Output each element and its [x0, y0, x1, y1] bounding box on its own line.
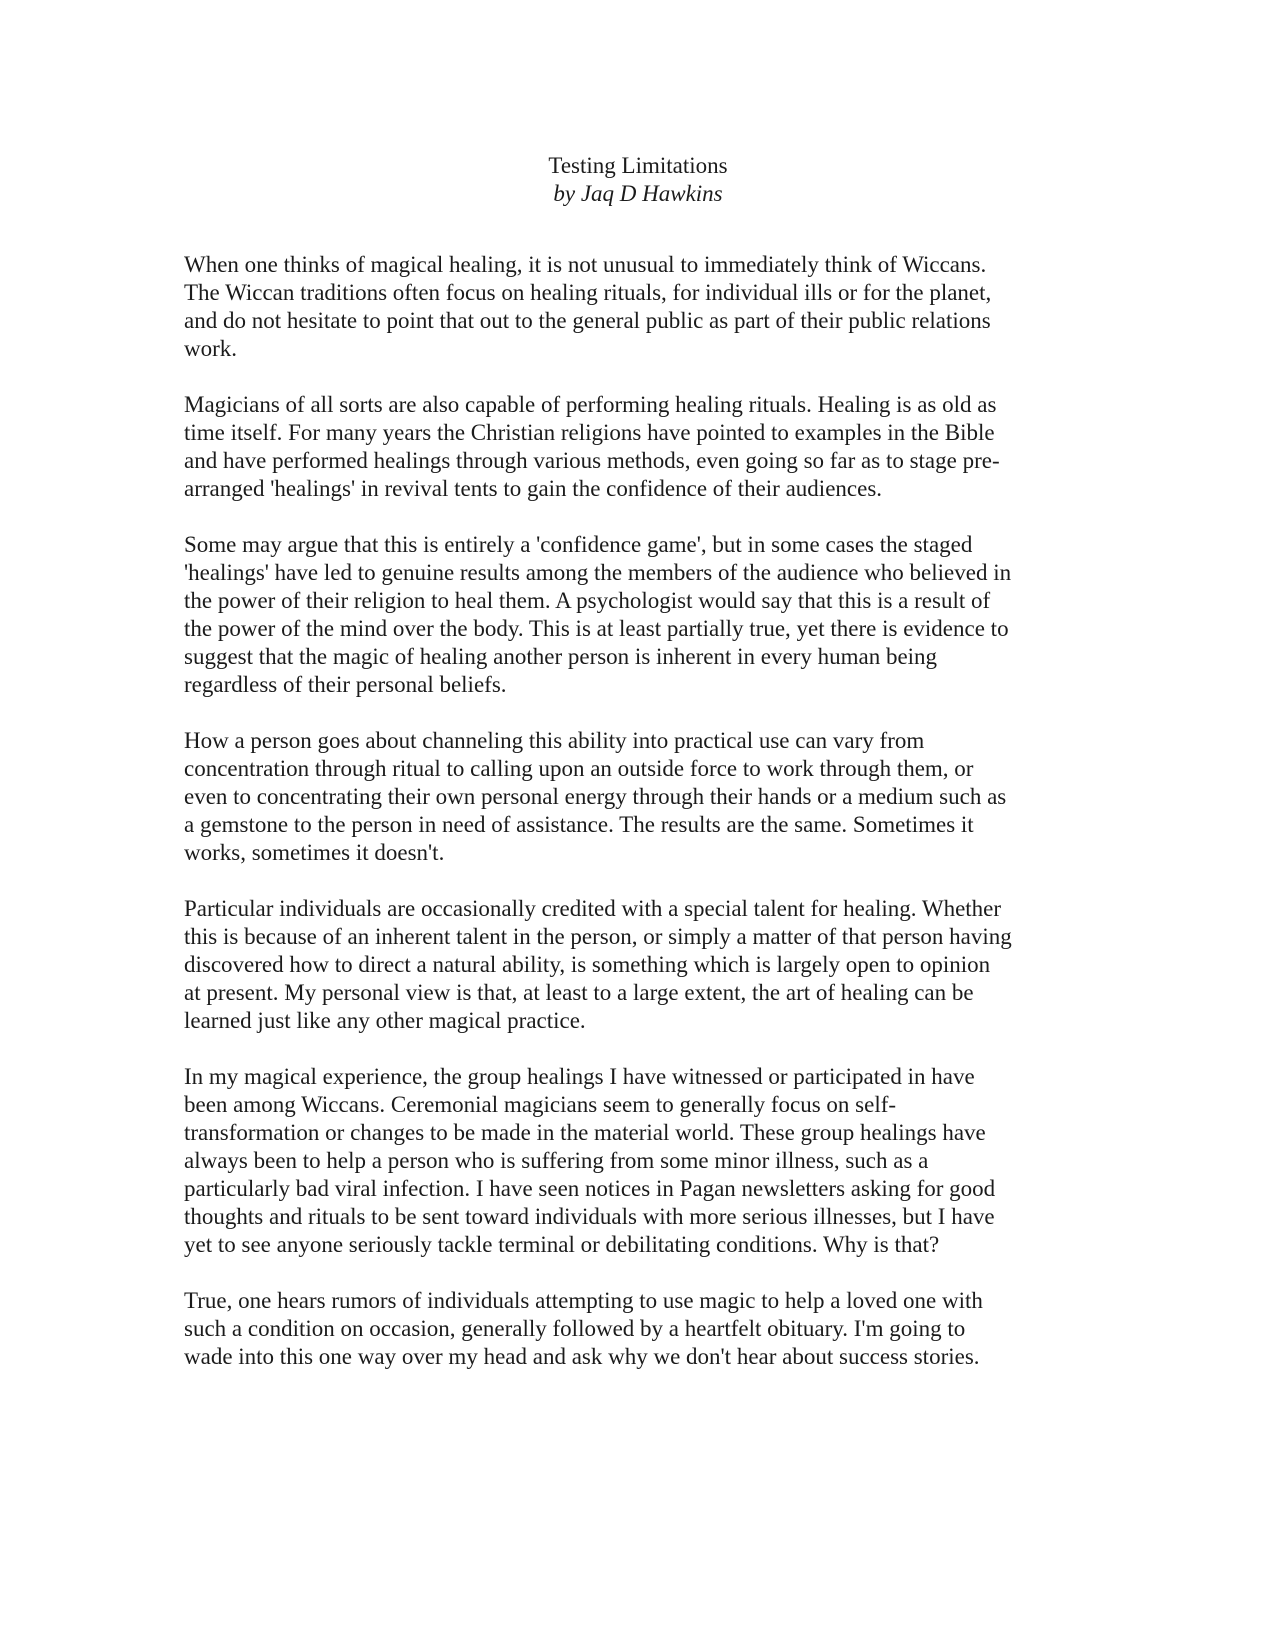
text-line: regardless of their personal beliefs.: [184, 672, 507, 697]
text-line: been among Wiccans. Ceremonial magicians seem to generally focus on self-: [184, 1092, 897, 1117]
text-line: a gemstone to the person in need of assistance. The results are the same. Sometimes it: [184, 812, 974, 837]
text-line: Magicians of all sorts are also capable of performing healing rituals. Healing is as old as: [184, 392, 997, 417]
text-line: always been to help a person who is suffering from some minor illness, such as a: [184, 1148, 929, 1173]
text-line: True, one hears rumors of individuals attempting to use magic to help a loved one with: [184, 1288, 983, 1313]
document-header: [184, 152, 1092, 208]
text-line: When one thinks of magical healing, it is not unusual to immediately think of Wiccans.: [184, 252, 987, 277]
text-line: yet to see anyone seriously tackle terminal or debilitating conditions. Why is that?: [184, 1232, 940, 1257]
paragraph: [184, 727, 1092, 867]
document-body: [184, 251, 1092, 1371]
text-line: 'healings' have led to genuine results among the members of the audience who believed in: [184, 560, 1012, 585]
text-line: at present. My personal view is that, at least to a large extent, the art of healing can be: [184, 980, 974, 1005]
text-line: discovered how to direct a natural ability, is something which is largely open to opinion: [184, 952, 991, 977]
text-line: learned just like any other magical practice.: [184, 1008, 586, 1033]
paragraph: [184, 391, 1092, 503]
text-line: and do not hesitate to point that out to the general public as part of their public relations: [184, 308, 991, 333]
text-line: arranged 'healings' in revival tents to gain the confidence of their audiences.: [184, 476, 883, 501]
text-line: suggest that the magic of healing another person is inherent in every human being: [184, 644, 938, 669]
text-line: works, sometimes it doesn't.: [184, 840, 445, 865]
text-line: Particular individuals are occasionally credited with a special talent for healing. Whether: [184, 896, 1002, 921]
text-line: transformation or changes to be made in the material world. These group healings have: [184, 1120, 986, 1145]
paragraph: [184, 1063, 1092, 1259]
text-line: the power of their religion to heal them. A psychologist would say that this is a result of: [184, 588, 991, 613]
document-title: Testing Limitations: [548, 153, 728, 178]
text-line: time itself. For many years the Christian religions have pointed to examples in the Bible: [184, 420, 995, 445]
text-line: this is because of an inherent talent in the person, or simply a matter of that person having: [184, 924, 1012, 949]
text-line: the power of the mind over the body. This is at least partially true, yet there is evidence to: [184, 616, 1009, 641]
document-byline: by Jaq D Hawkins: [553, 181, 723, 206]
text-line: wade into this one way over my head and ask why we don't hear about success stories.: [184, 1344, 980, 1369]
text-line: The Wiccan traditions often focus on healing rituals, for individual ills or for the planet,: [184, 280, 992, 305]
text-line: such a condition on occasion, generally followed by a heartfelt obituary. I'm going to: [184, 1316, 966, 1341]
paragraph: [184, 531, 1092, 699]
text-line: concentration through ritual to calling upon an outside force to work through them, or: [184, 756, 974, 781]
text-line: work.: [184, 336, 238, 361]
text-line: In my magical experience, the group healings I have witnessed or participated in have: [184, 1064, 975, 1089]
text-line: thoughts and rituals to be sent toward individuals with more serious illnesses, but I have: [184, 1204, 995, 1229]
text-line: even to concentrating their own personal energy through their hands or a medium such as: [184, 784, 1007, 809]
text-line: How a person goes about channeling this ability into practical use can vary from: [184, 728, 925, 753]
document-content: [184, 152, 1092, 1399]
text-line: Some may argue that this is entirely a 'confidence game', but in some cases the staged: [184, 532, 973, 557]
paragraph: [184, 251, 1092, 363]
paragraph: [184, 1287, 1092, 1371]
paragraph: [184, 895, 1092, 1035]
text-line: and have performed healings through various methods, even going so far as to stage pre-: [184, 448, 1000, 473]
text-line: particularly bad viral infection. I have seen notices in Pagan newsletters asking for good: [184, 1176, 996, 1201]
